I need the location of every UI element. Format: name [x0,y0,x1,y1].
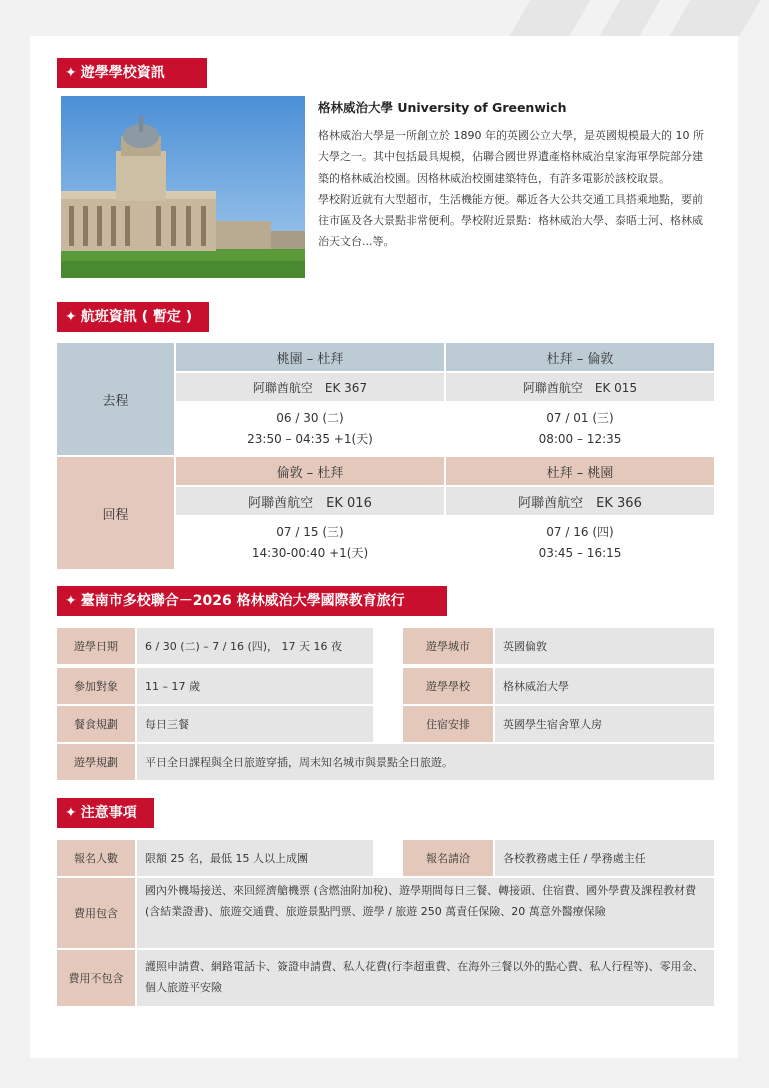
flight-time: 23:50 – 04:35 +1(天) [247,432,373,446]
notes-contact: 各校教務處主任 / 學務處主任 [495,840,714,876]
flight-time: 03:45 – 16:15 [538,546,622,560]
flyer-page [30,36,738,1058]
program-city-label: 遊學城市 [403,628,493,664]
return-label: 回程 [57,457,174,569]
outbound-label: 去程 [57,343,174,455]
flight-number: 阿聯酋航空 EK 016 [176,487,444,515]
program-school: 格林威治大學 [495,668,714,704]
flight-route: 杜拜 – 倫敦 [446,343,714,371]
flight-date: 07 / 01 (三) [546,411,614,425]
section-title-notes: ✦ 注意事項 [57,798,154,828]
flight-number: 阿聯酋航空 EK 367 [176,373,444,401]
flight-date: 07 / 16 (四) [546,525,614,539]
program-date: 6 / 30 (二) – 7 / 16 (四)， 17 天 16 夜 [137,628,373,664]
notes-include-label: 費用包含 [57,878,135,948]
program-city: 英國倫敦 [495,628,714,664]
school-photo [61,96,305,278]
program-plan: 平日全日課程與全日旅遊穿插，周末知名城市與景點全日旅遊。 [137,744,714,780]
star-icon: ✦ [65,593,77,609]
flight-schedule [176,403,444,455]
program-meal: 每日三餐 [137,706,373,742]
notes-quota-label: 報名人數 [57,840,135,876]
flight-route: 桃園 – 杜拜 [176,343,444,371]
flight-schedule [446,403,714,455]
flight-number: 阿聯酋航空 EK 015 [446,373,714,401]
section-title-program: ✦ 臺南市多校聯合－2026 格林威治大學國際教育旅行 [57,586,447,616]
program-date-label: 遊學日期 [57,628,135,664]
star-icon: ✦ [65,805,77,821]
flight-time: 08:00 – 12:35 [538,432,622,446]
program-stay-label: 住宿安排 [403,706,493,742]
program-meal-label: 餐食規劃 [57,706,135,742]
notes-include: 國內外機場接送、來回經濟艙機票 (含燃油附加稅)、遊學期間每日三餐、轉接頭、住宿費、國外學費及課程教材費 (含結業證書)、旅遊交通費、旅遊景點門票、遊學 / 旅遊 250 萬責任保險、20 萬意外醫療保險 [137,878,714,948]
flight-schedule [176,517,444,569]
notes-exclude-label: 費用不包含 [57,950,135,1006]
flight-route: 杜拜 – 桃園 [446,457,714,485]
program-target-label: 參加對象 [57,668,135,704]
program-target: 11 – 17 歲 [137,668,373,704]
flight-date: 06 / 30 (二) [276,411,344,425]
notes-exclude: 護照申請費、網路電話卡、簽證申請費、私人花費(行李超重費、在海外三餐以外的點心費、私人行程等)、零用金、個人旅遊平安險 [137,950,714,1006]
notes-contact-label: 報名請洽 [403,840,493,876]
star-icon: ✦ [65,309,77,325]
flight-schedule [446,517,714,569]
school-desc-paragraph: 格林威治大學是一所創立於 1890 年的英國公立大學，是英國規模最大的 10 所大學之一。其中包括最具規模，佔聯合國世界遺產格林威治皇家海軍學院部分建築的格林威治校園。因格林威治校園建築特色，有許多電影於該校取景。 [318,129,704,185]
program-plan-label: 遊學規劃 [57,744,135,780]
star-icon: ✦ [65,65,77,81]
notes-quota: 限額 25 名，最低 15 人以上成團 [137,840,373,876]
school-desc-paragraph: 學校附近就有大型超市，生活機能方便。鄰近各大公共交通工具搭乘地點，要前往市區及各大景點非常便利。學校附近景點：格林威治大學、泰晤士河、格林威治天文台...等。 [318,192,703,249]
flight-date: 07 / 15 (三) [276,525,344,539]
flight-number: 阿聯酋航空 EK 366 [446,487,714,515]
school-description [318,125,710,253]
program-school-label: 遊學學校 [403,668,493,704]
section-title-flight: ✦ 航班資訊 ( 暫定 ) [57,302,209,332]
section-title-school: ✦ 遊學學校資訊 [57,58,207,88]
school-name: 格林威治大學 University of Greenwich [318,100,567,115]
flight-time: 14:30-00:40 +1(天) [251,546,369,560]
program-stay: 英國學生宿舍單人房 [495,706,714,742]
flight-route: 倫敦 – 杜拜 [176,457,444,485]
